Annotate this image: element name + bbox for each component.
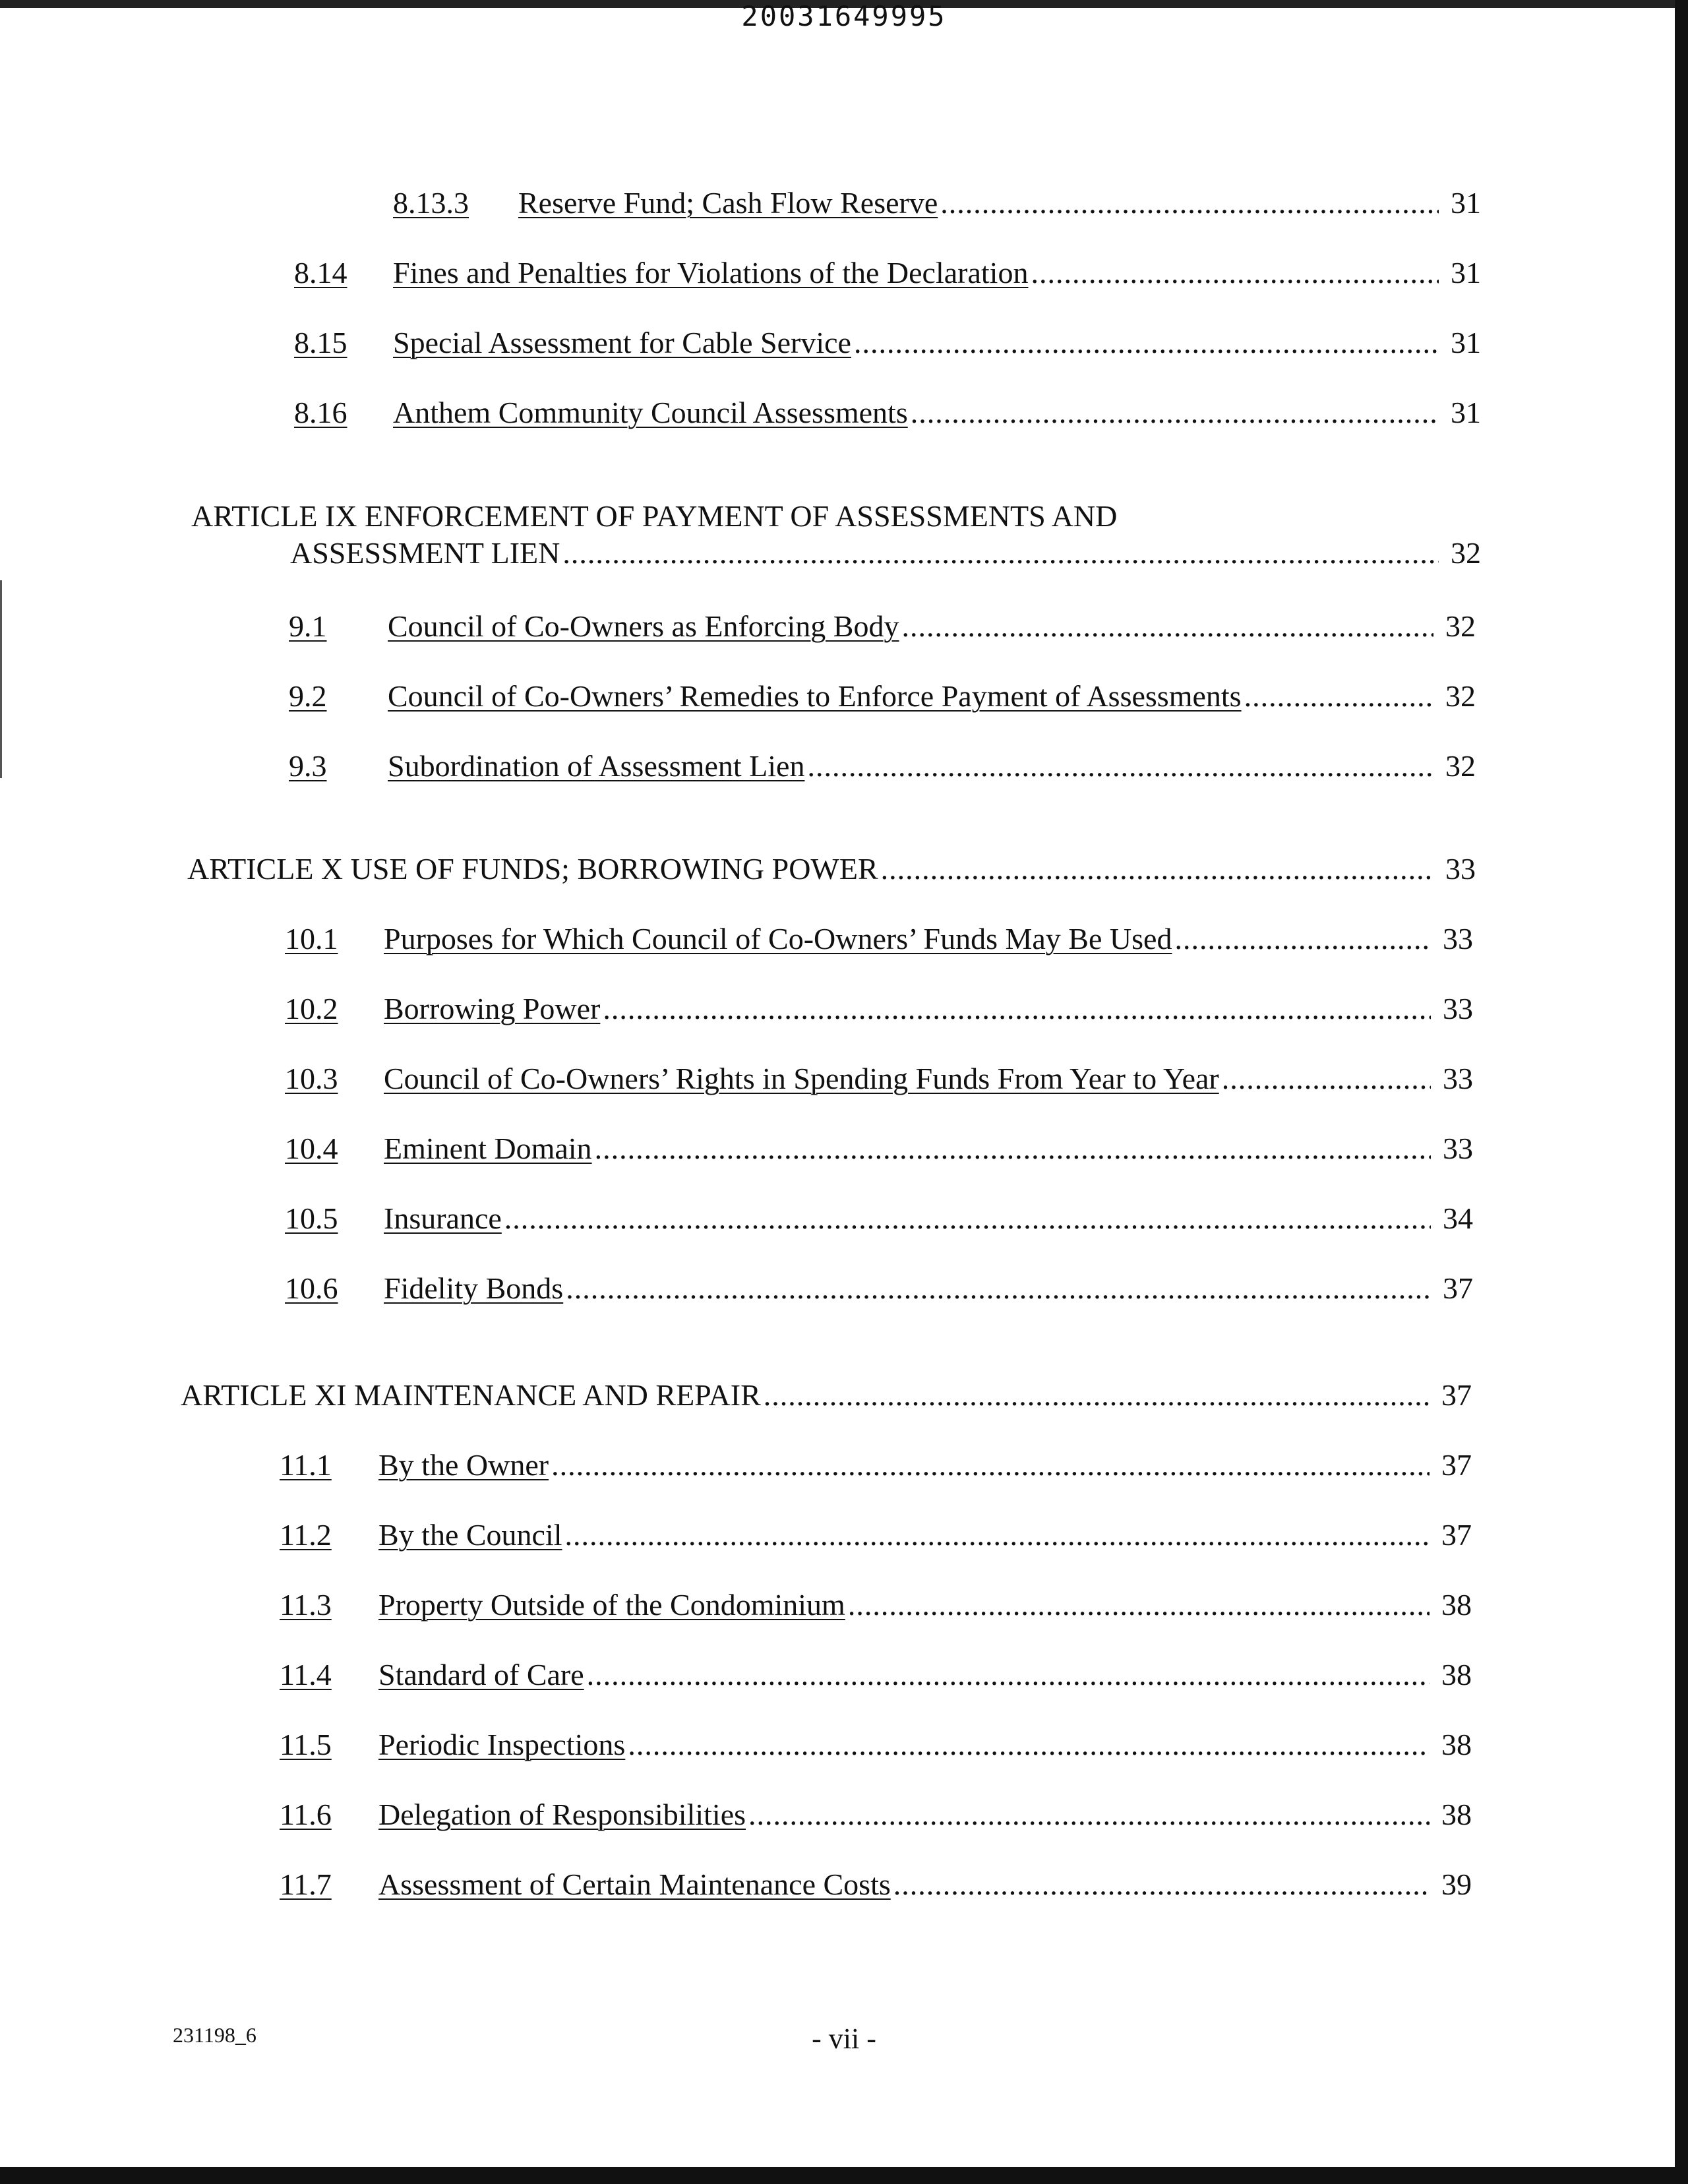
dot-leader <box>1222 1059 1431 1099</box>
toc-entry-11-7[interactable] <box>280 1865 1472 1904</box>
toc-entry-title: Purposes for Which Council of Co-Owners’ Funds May Be Used <box>384 922 1172 956</box>
dot-leader <box>565 1515 1430 1555</box>
dot-leader <box>504 1199 1431 1238</box>
toc-entry-number: 11.5 <box>280 1728 332 1761</box>
dot-leader <box>911 393 1439 433</box>
toc-entry-number: 11.6 <box>280 1798 332 1831</box>
toc-entry-page: 32 <box>1451 536 1481 570</box>
article-heading: ARTICLE X USE OF FUNDS; BORROWING POWER <box>187 852 878 886</box>
dot-leader <box>902 607 1434 646</box>
toc-entry-page: 33 <box>1443 922 1473 956</box>
toc-entry-11-3[interactable] <box>280 1585 1472 1625</box>
toc-entry-title: Fines and Penalties for Violations of the Declaration <box>393 256 1029 289</box>
toc-entry-title: Anthem Community Council Assessments <box>393 396 908 429</box>
dot-leader <box>551 1445 1430 1485</box>
toc-entry-page: 32 <box>1445 679 1476 713</box>
footer-page-number: - vii - <box>812 2022 876 2055</box>
toc-entry-page: 37 <box>1443 1271 1473 1305</box>
toc-entry-10-6[interactable] <box>285 1269 1473 1308</box>
document-id: 20031649995 <box>741 0 947 32</box>
dot-leader <box>1174 919 1431 959</box>
dot-leader <box>595 1129 1431 1168</box>
toc-entry-page: 31 <box>1451 326 1481 359</box>
toc-entry-number: 10.6 <box>285 1271 338 1305</box>
footer-document-code: 231198_6 <box>173 2023 256 2047</box>
dot-leader <box>807 746 1433 786</box>
toc-entry-title: By the Owner <box>378 1448 549 1482</box>
toc-entry-8-14[interactable] <box>294 253 1481 293</box>
dot-leader <box>764 1376 1430 1415</box>
toc-entry-11-5[interactable] <box>280 1725 1472 1765</box>
toc-entry-page: 32 <box>1445 609 1476 643</box>
toc-entry-page: 37 <box>1441 1378 1472 1412</box>
toc-entry-title: Council of Co-Owners as Enforcing Body <box>388 609 899 643</box>
toc-entry-11-2[interactable] <box>280 1515 1472 1555</box>
toc-entry-number: 9.3 <box>289 749 327 783</box>
toc-entry-page: 33 <box>1445 852 1476 886</box>
toc-entry-10-4[interactable] <box>285 1129 1473 1168</box>
toc-entry-page: 38 <box>1441 1728 1472 1761</box>
toc-entry-title: Reserve Fund; Cash Flow Reserve <box>518 186 938 220</box>
toc-entry-page: 31 <box>1451 256 1481 289</box>
toc-entry-page: 33 <box>1443 1062 1473 1095</box>
dot-leader <box>881 849 1433 889</box>
dot-leader <box>748 1795 1430 1835</box>
toc-entry-number: 11.7 <box>280 1867 332 1901</box>
toc-entry-title: Borrowing Power <box>384 992 601 1025</box>
toc-entry-title: Delegation of Responsibilities <box>378 1798 746 1831</box>
toc-entry-10-3[interactable] <box>285 1059 1473 1099</box>
toc-entry-page: 38 <box>1441 1588 1472 1622</box>
toc-entry-11-4[interactable] <box>280 1655 1472 1695</box>
toc-entry-title: Property Outside of the Condominium <box>378 1588 845 1622</box>
toc-entry-page: 34 <box>1443 1201 1473 1235</box>
dot-leader <box>893 1865 1430 1904</box>
toc-entry-page: 37 <box>1441 1448 1472 1482</box>
toc-entry-page: 38 <box>1441 1798 1472 1831</box>
article-heading: ARTICLE XI MAINTENANCE AND REPAIR <box>181 1378 761 1412</box>
dot-leader <box>854 323 1439 363</box>
toc-entry-10-2[interactable] <box>285 989 1473 1029</box>
toc-entry-page: 38 <box>1441 1658 1472 1691</box>
dot-leader <box>566 1269 1431 1308</box>
toc-entry-page: 32 <box>1445 749 1476 783</box>
toc-entry-number: 11.4 <box>280 1658 332 1691</box>
toc-entry-title: Insurance <box>384 1201 502 1235</box>
toc-entry-number: 10.3 <box>285 1062 338 1095</box>
toc-article-11[interactable] <box>181 1376 1472 1415</box>
toc-article-10[interactable] <box>187 849 1476 889</box>
toc-entry-number: 9.2 <box>289 679 327 713</box>
toc-entry-page: 31 <box>1451 186 1481 220</box>
dot-leader <box>940 183 1439 223</box>
toc-article-9[interactable] <box>191 498 1481 572</box>
dot-leader <box>562 535 1439 572</box>
dot-leader <box>603 989 1431 1029</box>
toc-entry-title: By the Council <box>378 1518 562 1552</box>
toc-entry-number: 8.13.3 <box>393 186 469 220</box>
toc-entry-number: 10.4 <box>285 1132 338 1165</box>
toc-entry-8-13-3[interactable] <box>393 183 1481 223</box>
toc-entry-10-5[interactable] <box>285 1199 1473 1238</box>
toc-entry-8-15[interactable] <box>294 323 1481 363</box>
toc-entry-page: 37 <box>1441 1518 1472 1552</box>
toc-entry-page: 33 <box>1443 992 1473 1025</box>
toc-entry-number: 9.1 <box>289 609 327 643</box>
article-heading-line2: ASSESSMENT LIEN <box>290 536 560 570</box>
toc-entry-title: Special Assessment for Cable Service <box>393 326 851 359</box>
toc-entry-title: Standard of Care <box>378 1658 584 1691</box>
dot-leader <box>587 1655 1430 1695</box>
article-heading: ARTICLE IX ENFORCEMENT OF PAYMENT OF ASSESSMENTS AND <box>191 499 1118 533</box>
toc-entry-9-1[interactable] <box>289 607 1476 646</box>
toc-entry-title: Assessment of Certain Maintenance Costs <box>378 1867 891 1901</box>
toc-entry-page: 31 <box>1451 396 1481 429</box>
dot-leader <box>848 1585 1430 1625</box>
toc-entry-9-3[interactable] <box>289 746 1476 786</box>
toc-entry-title: Eminent Domain <box>384 1132 592 1165</box>
toc-entry-title: Council of Co-Owners’ Rights in Spending Funds From Year to Year <box>384 1062 1219 1095</box>
toc-entry-number: 10.5 <box>285 1201 338 1235</box>
toc-entry-11-6[interactable] <box>280 1795 1472 1835</box>
toc-entry-title: Council of Co-Owners’ Remedies to Enforce Payment of Assessments <box>388 679 1242 713</box>
toc-entry-10-1[interactable] <box>285 919 1473 959</box>
toc-entry-title: Subordination of Assessment Lien <box>388 749 805 783</box>
dot-leader <box>628 1725 1430 1765</box>
toc-entry-title: Periodic Inspections <box>378 1728 626 1761</box>
toc-entry-number: 11.3 <box>280 1588 332 1622</box>
dot-leader <box>1244 677 1433 716</box>
toc-entry-number: 11.2 <box>280 1518 332 1552</box>
toc-entry-number: 8.15 <box>294 326 347 359</box>
article-heading-continued <box>191 535 1481 572</box>
toc-entry-page: 33 <box>1443 1132 1473 1165</box>
toc-entry-number: 10.1 <box>285 922 338 956</box>
toc-entry-8-16[interactable] <box>294 393 1481 433</box>
toc-entry-9-2[interactable] <box>289 677 1476 716</box>
dot-leader <box>1031 253 1439 293</box>
toc-entry-title: Fidelity Bonds <box>384 1271 564 1305</box>
toc-entry-number: 8.14 <box>294 256 347 289</box>
toc-entry-page: 39 <box>1441 1867 1472 1901</box>
toc-entry-11-1[interactable] <box>280 1445 1472 1485</box>
toc-entry-number: 8.16 <box>294 396 347 429</box>
toc-entry-number: 10.2 <box>285 992 338 1025</box>
toc-entry-number: 11.1 <box>280 1448 332 1482</box>
